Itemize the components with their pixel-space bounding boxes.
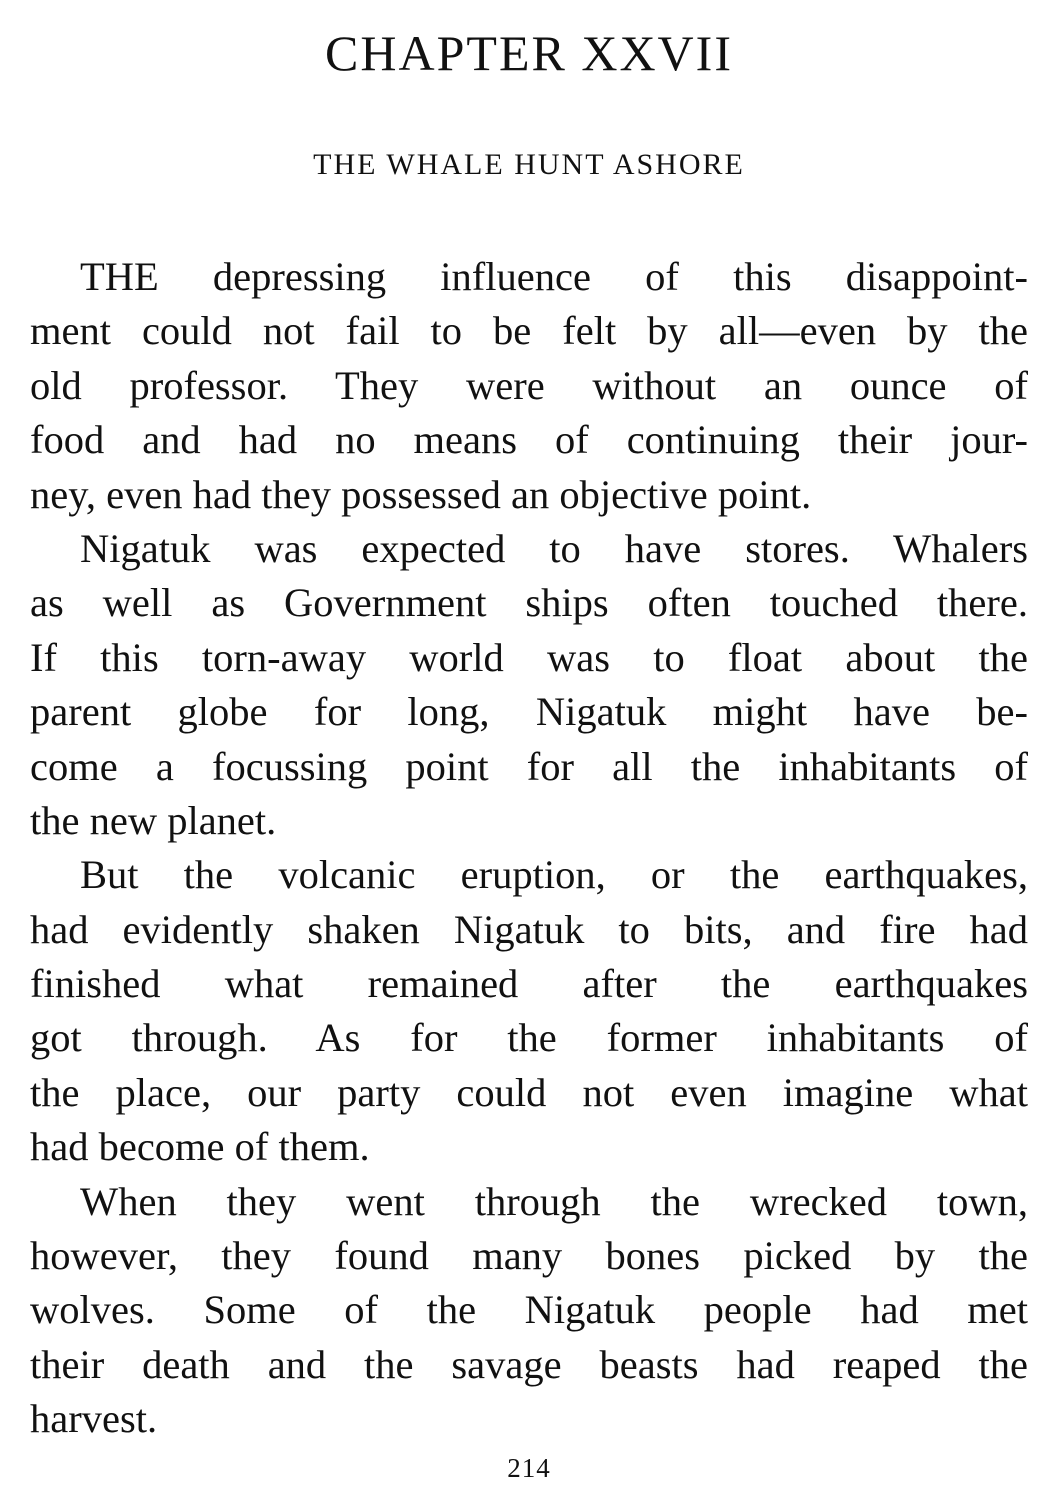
text-line: old professor. They were without an ounce of	[30, 362, 1028, 408]
text-line: Nigatuk was expected to have stores. Whalers	[80, 525, 1028, 571]
chapter-subtitle: THE WHALE HUNT ASHORE	[313, 148, 745, 181]
text-line: wolves. Some of the Nigatuk people had met	[30, 1287, 1028, 1333]
page-number: 214	[507, 1453, 551, 1483]
text-line: the new planet.	[30, 797, 277, 843]
text-line: had become of them.	[30, 1124, 370, 1170]
text-line: their death and the savage beasts had reaped the	[30, 1341, 1028, 1387]
text-line: ment could not fail to be felt by all—even by the	[30, 308, 1028, 354]
text-line: harvest.	[30, 1396, 158, 1442]
book-page	[30, 0, 1028, 1501]
text-line: ney, even had they possessed an objective point.	[30, 471, 812, 517]
text-line: had evidently shaken Nigatuk to bits, and fire had	[30, 906, 1028, 952]
text-line: come a focussing point for all the inhabitants of	[30, 743, 1028, 789]
text-line: the place, our party could not even imagine what	[30, 1069, 1028, 1115]
text-line: But the volcanic eruption, or the earthquakes,	[80, 852, 1028, 898]
text-line: got through. As for the former inhabitants of	[30, 1015, 1028, 1061]
text-line: THE depressing influence of this disappoint-	[80, 254, 1028, 299]
text-line: food and had no means of continuing their jour-	[30, 417, 1028, 463]
chapter-body	[30, 250, 1028, 1447]
text-line: however, they found many bones picked by the	[30, 1233, 1028, 1279]
text-line: parent globe for long, Nigatuk might have be-	[30, 689, 1028, 735]
text-line: finished what remained after the earthquakes	[30, 961, 1028, 1007]
text-line: When they went through the wrecked town,	[80, 1178, 1028, 1224]
text-line: If this torn-away world was to float about the	[30, 634, 1028, 680]
text-line: as well as Government ships often touched there.	[30, 580, 1028, 626]
chapter-title: CHAPTER XXVII	[325, 25, 733, 81]
